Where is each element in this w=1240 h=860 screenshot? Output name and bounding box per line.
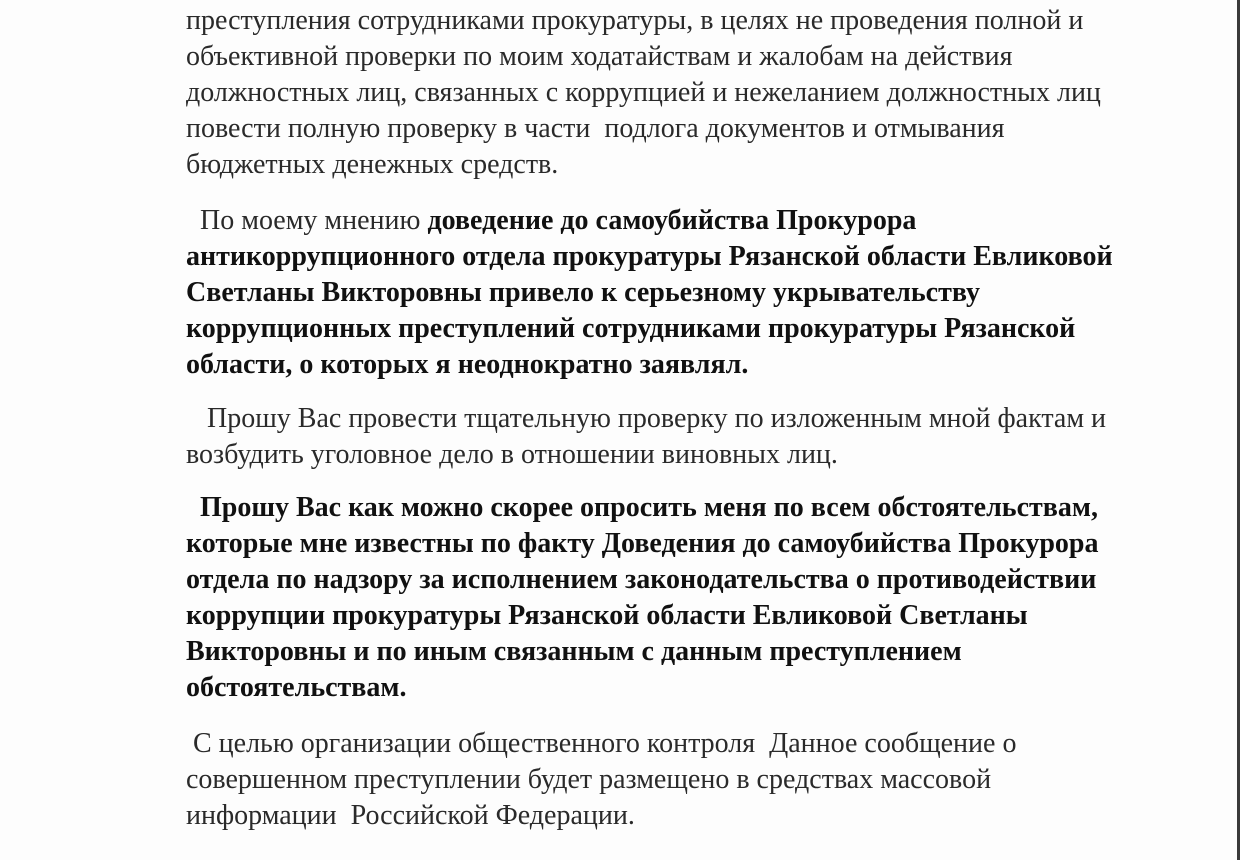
text-line: Прошу Вас провести тщательную проверку по изложенным мной фактам и xyxy=(186,403,1107,434)
bold-text-line: Прошу Вас как можно скорее опросить меня по всем обстоятельствам, xyxy=(186,492,1098,523)
text-line: бюджетных денежных средств. xyxy=(186,149,559,180)
bold-text-line: коррупционных преступлений сотрудниками прокуратуры Рязанской xyxy=(186,313,1076,344)
bold-text-line: которые мне известны по факту Доведения до самоубийства Прокурора xyxy=(186,528,1099,559)
text-line: повести полную проверку в части подлога документов и отмывания xyxy=(186,113,1005,144)
bold-text-line: области, о которых я неоднократно заявлял. xyxy=(186,349,749,380)
text-line: должностных лиц, связанных с коррупцией и нежеланием должностных лиц xyxy=(186,77,1101,108)
text-line-mixed xyxy=(186,203,1113,239)
paragraph-5 xyxy=(186,726,1016,834)
paragraph-1 xyxy=(186,3,1101,183)
paragraph-lead-text: По моему мнению xyxy=(186,205,428,236)
paragraph-3 xyxy=(186,401,1106,473)
text-line: совершенном преступлении будет размещено в средствах массовой xyxy=(186,764,992,795)
bold-text-line: антикоррупционного отдела прокуратуры Рязанской области Евликовой xyxy=(186,241,1113,272)
bold-text-line: Светланы Викторовны привело к серьезному укрывательству xyxy=(186,277,981,308)
text-line: информации Российской Федерации. xyxy=(186,800,635,831)
text-line: С целью организации общественного контроля Данное сообщение о xyxy=(186,728,1017,759)
paragraph-4 xyxy=(186,490,1099,706)
text-line: преступления сотрудниками прокуратуры, в целях не проведения полной и xyxy=(186,5,1084,36)
text-line: объективной проверки по моим ходатайствам и жалобам на действия xyxy=(186,41,1013,72)
bold-text-line: коррупции прокуратуры Рязанской области Евликовой Светланы xyxy=(186,600,1028,631)
text-line: возбудить уголовное дело в отношении виновных лиц. xyxy=(186,439,838,470)
bold-text-line: отдела по надзору за исполнением законодательства о противодействии xyxy=(186,564,1097,595)
paragraph-2 xyxy=(186,203,1113,383)
bold-text-line: обстоятельствам. xyxy=(186,672,407,703)
bold-text-line: Викторовны и по иным связанным с данным преступлением xyxy=(186,636,962,667)
bold-text: доведение до самоубийства Прокурора xyxy=(427,205,917,236)
